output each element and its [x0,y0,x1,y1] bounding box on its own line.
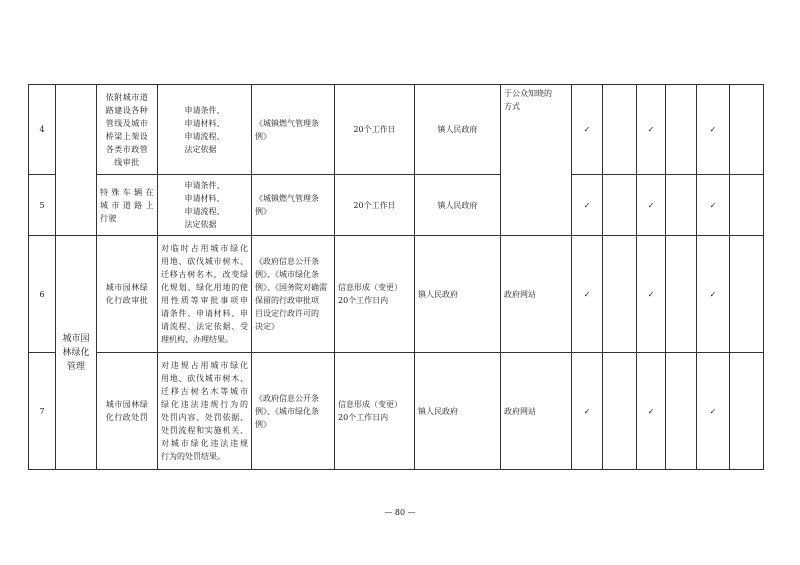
check-mark: ✓ [637,175,666,236]
check-mark: ✓ [697,175,730,236]
row-number: 7 [29,353,56,470]
disclosure-basis: 《城镇燃气管理条 例》 [252,85,335,175]
check-mark: ✓ [637,353,666,470]
table-row [29,353,764,470]
disclosure-time: 20个工作日 [335,175,415,236]
disclosure-content: 申请条件、 申请材料、 申请流程、 法定依据 [158,85,252,175]
disclosure-basis: 《政府信息公开条 例》、《城市绿化条 例》 [252,353,335,470]
item-name: 城市园林绿 化行政处罚 [97,353,158,470]
disclosure-time: 20个工作日 [335,85,415,175]
check-mark: ✓ [637,85,666,175]
row-number: 4 [29,85,56,175]
disclosure-channel: 政府网站 [501,236,572,353]
check-mark: ✓ [572,85,603,175]
item-name: 依附城市道 路建设各种 管线及城市 桥梁上架设 各类市政管 线审批 [97,85,158,175]
category-cell-upper [56,85,97,236]
disclosure-content: 对违规占用城市绿化 用地、砍伐城市树木、 迁移古树名木等城市 绿化违法违规行为的 处罚内容、处罚依据、 处罚流程和实施机关、 对城市绿化违法违规 行为的处罚结果。 [158,353,252,470]
row-number: 5 [29,175,56,236]
disclosure-subject: 镇人民政府 [415,175,501,236]
check-mark: ✓ [697,353,730,470]
category-label: 城市园 林绿化 管理 [56,236,97,470]
disclosure-content: 申请条件、 申请材料、 申请流程、 法定依据 [158,175,252,236]
table-row [29,236,764,353]
check-mark: ✓ [697,85,730,175]
disclosure-table [28,84,764,470]
check-mark: ✓ [697,236,730,353]
disclosure-basis: 《城镇燃气管理条 例》 [252,175,335,236]
disclosure-subject: 镇人民政府 [415,85,501,175]
item-name: 特殊车辆在 城市道路上 行驶 [97,175,158,236]
table-row [29,175,764,236]
disclosure-time: 信息形成（变更） 20个工作日内 [335,236,415,353]
disclosure-time: 信息形成（变更） 20个工作日内 [335,353,415,470]
disclosure-basis: 《政府信息公开条 例》、《城市绿化条 例》、《国务院对确需 保留的行政审批项 目设定行政许可的 决定》 [252,236,335,353]
check-mark: ✓ [572,353,603,470]
disclosure-subject: 镇人民政府 [415,236,501,353]
disclosure-channel: 政府网站 [501,353,572,470]
check-mark: ✓ [572,175,603,236]
item-name: 城市园林绿 化行政审批 [97,236,158,353]
disclosure-channel: 于公众知晓的 方式 [501,85,572,236]
check-mark: ✓ [572,236,603,353]
check-mark: ✓ [637,236,666,353]
disclosure-subject: 镇人民政府 [415,353,501,470]
table-row [29,85,764,175]
disclosure-content: 对临时占用城市绿化 用地、砍伐城市树木、 迁移古树名木，改变绿 化规划、绿化用地的使 用性质等审批事项申 请条件、申请材料、申 请流程、法定依据、受 理机构、办理结果。 [158,236,252,353]
row-number: 6 [29,236,56,353]
page-number: — 80 — [384,508,416,517]
